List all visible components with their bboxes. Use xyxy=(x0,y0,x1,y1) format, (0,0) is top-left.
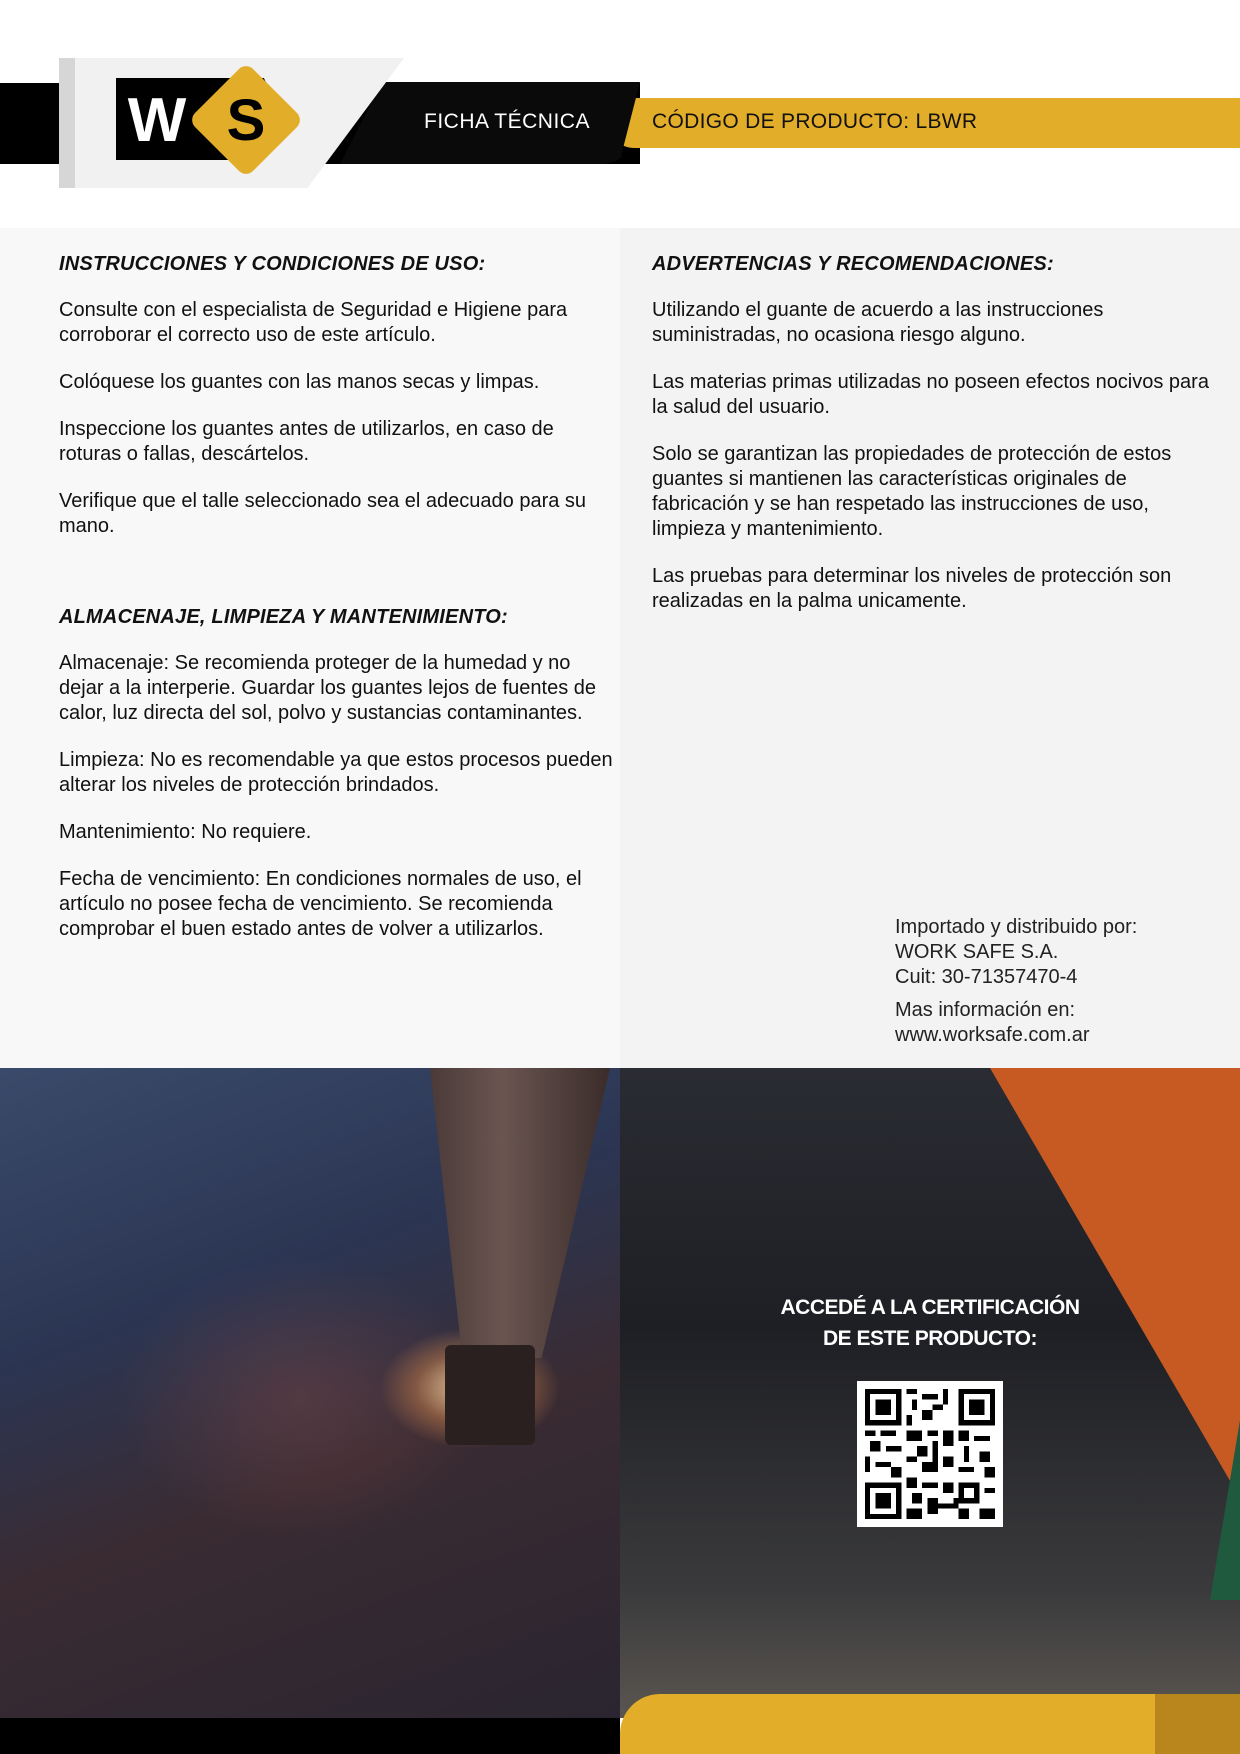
left-column xyxy=(59,250,619,964)
logo-letter-w: W xyxy=(127,86,187,155)
footer-dark-yellow-band xyxy=(1155,1694,1240,1754)
instructions-p2: Colóquese los guantes con las manos secas y limpas. xyxy=(59,371,540,393)
instructions-p4: Verifique que el talle seleccionado sea el adecuado para su mano. xyxy=(59,490,587,537)
importer-line3: Cuit: 30-71357470-4 xyxy=(895,966,1078,988)
storage-p2: Limpieza: No es recomendable ya que estos procesos pueden alterar los niveles de protección brindados. xyxy=(59,749,613,796)
importer-line2: WORK SAFE S.A. xyxy=(895,941,1059,963)
footer-black-band xyxy=(0,1718,620,1754)
ficha-tecnica-label: FICHA TÉCNICA xyxy=(424,110,590,133)
storage-p1: Almacenaje: Se recomienda proteger de la humedad y no dejar a la interperie. Guardar los guantes lejos de fuentes de calor, luz directa del sol, polvo y sustancias contaminantes. xyxy=(59,652,597,724)
qr-code[interactable] xyxy=(857,1381,1003,1527)
section-gap xyxy=(59,561,619,603)
instructions-title: INSTRUCCIONES Y CONDICIONES DE USO: xyxy=(59,253,486,275)
storage-p3: Mantenimiento: No requiere. xyxy=(59,821,312,843)
warnings-p4: Las pruebas para determinar los niveles de protección son realizadas en la palma unicamente. xyxy=(652,565,1172,612)
logo-letter-s: S xyxy=(226,88,266,153)
importer-info xyxy=(895,915,1137,1048)
certification-line2: DE ESTE PRODUCTO: xyxy=(823,1327,1037,1350)
qr-code-icon xyxy=(865,1389,995,1519)
welding-photo-beam-end xyxy=(445,1345,535,1445)
importer-website[interactable]: www.worksafe.com.ar xyxy=(895,1024,1090,1046)
warnings-p2: Las materias primas utilizadas no poseen efectos nocivos para la salud del usuario. xyxy=(652,371,1209,418)
storage-p4: Fecha de vencimiento: En condiciones normales de uso, el artículo no posee fecha de vencimiento. Se recomienda comprobar el buen estado antes de volver a utilizarlos. xyxy=(59,868,582,940)
instructions-p1: Consulte con el especialista de Seguridad e Higiene para corroborar el correcto uso de este artículo. xyxy=(59,299,568,346)
warnings-p3: Solo se garantizan las propiedades de protección de estos guantes si mantienen las características originales de fabricación y se han respetado las instrucciones de uso, limpieza y mantenimiento. xyxy=(652,443,1172,540)
right-column xyxy=(652,250,1212,636)
certification-line1: ACCEDÉ A LA CERTIFICACIÓN xyxy=(780,1296,1080,1319)
warnings-title: ADVERTENCIAS Y RECOMENDACIONES: xyxy=(652,253,1054,275)
certification-title xyxy=(780,1292,1080,1354)
instructions-p3: Inspeccione los guantes antes de utilizarlos, en caso de roturas o fallas, descártelos. xyxy=(59,418,554,465)
storage-title: ALMACENAJE, LIMPIEZA Y MANTENIMIENTO: xyxy=(59,606,508,628)
importer-line1: Importado y distribuido por: xyxy=(895,916,1138,938)
importer-line4: Mas información en: xyxy=(895,999,1076,1021)
product-code-label: CÓDIGO DE PRODUCTO: LBWR xyxy=(652,110,978,133)
warnings-p1: Utilizando el guante de acuerdo a las instrucciones suministradas, no ocasiona riesgo alguno. xyxy=(652,299,1104,346)
footer-yellow-band xyxy=(620,1694,1155,1754)
logo-card-strip xyxy=(59,58,75,188)
